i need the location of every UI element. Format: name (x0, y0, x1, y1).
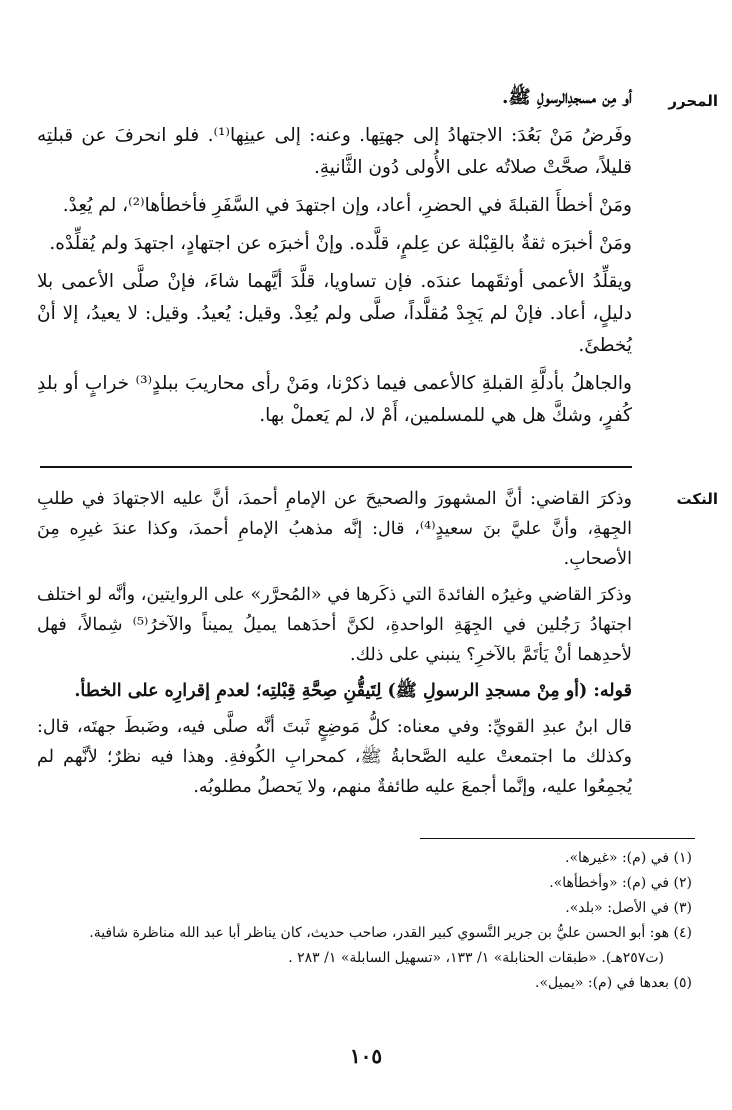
footnote: (١) في (م): «غيرها». (565, 850, 692, 866)
footnotes-section (52, 846, 692, 996)
section-divider (40, 466, 632, 468)
commentary-paragraph: وذكرَ القاضي: أنَّ المشهورَ والصحيحَ عن الإمامِ أحمدَ، أنَّ عليه الاجتهادَ في طلبِ الجِهةِ، وأنَّ عليَّ بنَ سعيدٍ⁽⁴⁾، قال: إنَّه مذهبُ الإمامِ أحمدَ، وكذا عندَ غيرِه مِنَ الأصحابِ. (37, 489, 632, 569)
main-paragraph: ومَنْ أخطأَ القبلةَ في الحضرِ، أعاد، وإن اجتهدَ في السَّفَرِ فأخطأها⁽²⁾، لم يُعِدْ. (62, 195, 632, 216)
page-number: ١٠٥ (349, 1044, 383, 1068)
margin-label-muharrar: المحرر (668, 92, 718, 110)
margin-label-nukat: النكت (676, 490, 718, 508)
footnote: (٣) في الأصل: «بلد». (565, 900, 692, 916)
footnote: (٢) في (م): «وأخطأها». (549, 875, 692, 891)
footnote: (٤) هو: أبو الحسن عليُّ بن جرير النَّسوي كبير القدر، صاحب حديث، كان يناظر أبا عبد الله مناظرة شافية. (89, 925, 692, 941)
footnote-divider (420, 838, 695, 839)
main-paragraph: والجاهلُ بأدلَّةِ القبلةِ كالأعمى فيما ذكرْنا، ومَنْ رأى محاريبَ ببلدٍ⁽³⁾ خرابٍ أو بلدِ كُفرٍ، وشكَّ هل هي للمسلمين، أَمْ لا، لم يَعملْ بها. (37, 373, 632, 426)
commentary-paragraph: قال ابنُ عبدِ القويِّ: وفي معناه: كلُّ مَوضِعٍ ثَبتَ أنَّه صلَّى فيه، وضَبطَ جهتَه، قال: وكذلك ما اجتمعتْ عليه الصَّحابةُ ﷺ، كمحرابِ الكُوفةِ. وهذا فيه نظرٌ؛ لأنَّهم لم يُجمِعُوا عليه، وإنَّما أجمعَ عليه طائفةٌ منهم، ولا يَحصلُ مطلوبُه. (37, 717, 632, 797)
footnote-continuation: (ت٢٥٧هـ). «طبقات الحنابلة» ١/ ١٣٣، «تسهيل السابلة» ١/ ٢٨٣ . (288, 950, 664, 966)
main-paragraph: ويقلِّدُ الأعمى أوثقَهما عندَه. فإن تساويا، قلَّدَ أيَّهما شاءَ، فإنْ صلَّى الأعمى بلا دليلٍ، أعاد. فإنْ لم يَجِدْ مُقلَّداً، صلَّى ولم يُعِدْ. وقيل: يُعيدُ. وقيل: لا يعيدُ، إلا أنْ يُخطئَ. (37, 271, 632, 356)
main-paragraph-opening: أو مِن مسجدِالرسولِ ﷺ. (501, 87, 632, 108)
main-paragraph: وفَرضُ مَنْ بَعُدَ: الاجتهادُ إلى جهتِها. وعنه: إلى عينِها⁽¹⁾. فلو انحرفَ عن قبلتِه قليلاً، صحَّتْ صلاتُه على الأُولى دُون الثَّانيةِ. (37, 125, 632, 178)
footnote: (٥) بعدها في (م): «يميل». (535, 975, 692, 991)
main-paragraph: ومَنْ أخبرَه ثقةٌ بالقِبْلة عن عِلمٍ، قلَّده. وإنْ أخبرَه عن اجتهادٍ، اجتهدَ ولم يُقلِّدْه. (49, 233, 632, 254)
commentary-paragraph: وذكرَ القاضي وغيرُه الفائدةَ التي ذكَرها في «المُحرَّر» على الروايتين، وأنَّه لو اختلف اجتهادُ رَجُلين في الجِهَةِ الواحدةِ، لكنَّ أحدَهما يميلُ يميناً والآخرُ⁽⁵⁾ شِمالاً، فهل لأحدِهما أنْ يَأتَمَّ بالآخرِ؟ ينبني على ذلك. (37, 585, 632, 665)
main-text-section (37, 82, 632, 438)
nukat-commentary-section (37, 484, 632, 808)
commentary-quote: قوله: (أو مِنْ مسجدِ الرسولِ ﷺ) لِتَيقُّنِ صِحَّةِ قِبْلتِه؛ لعدمِ إقرارِه على الخطأ. (74, 681, 632, 701)
